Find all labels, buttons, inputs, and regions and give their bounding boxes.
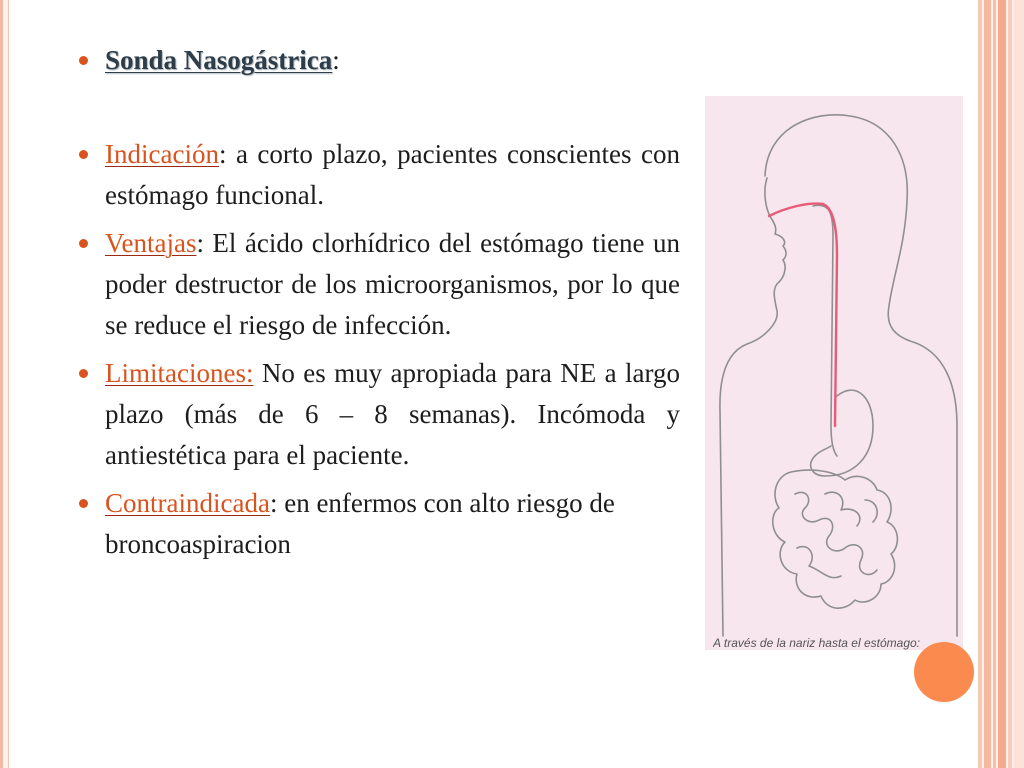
right-decor-stripe	[1008, 0, 1012, 768]
slide-title: Sonda Nasogástrica	[105, 45, 333, 75]
illustration-caption: A través de la nariz hasta el estómago:	[713, 636, 920, 650]
bullet-item-indicacion	[74, 134, 680, 216]
text-indicacion: : a corto plazo, pacientes conscientes con estómago funcional.	[105, 139, 680, 210]
right-decor-stripe	[984, 0, 991, 768]
text-contraindicada: : en enfermos con alto riesgo de broncoaspiracion	[105, 488, 615, 559]
keyword-ventajas: Ventajas	[105, 228, 197, 258]
text-ventajas: : El ácido clorhídrico del estómago tiene un poder destructor de los microorganismos, por lo que se reduce el riesgo de infección.	[105, 228, 680, 340]
bullet-dot-icon	[79, 150, 88, 159]
keyword-limitaciones: Limitaciones:	[105, 358, 254, 388]
left-frame-border	[0, 0, 3, 768]
bullet-dot-icon	[79, 239, 88, 248]
bullet-item-ventajas	[74, 223, 680, 346]
esophagus-outline	[813, 205, 837, 456]
keyword-contraindicada: Contraindicada	[105, 488, 270, 518]
keyword-indicacion: Indicación	[105, 139, 219, 169]
anatomy-drawing	[705, 96, 963, 650]
bullet-item-title	[74, 40, 680, 81]
right-decor-stripe	[1014, 0, 1024, 768]
right-decor-stripe	[978, 0, 982, 768]
right-decor-stripe	[998, 0, 1006, 768]
nasogastric-tube-illustration	[705, 96, 963, 650]
bullet-item-limitaciones	[74, 353, 680, 476]
stomach-outline	[811, 390, 873, 476]
title-suffix: :	[332, 45, 340, 75]
decor-circle	[914, 642, 974, 702]
bullet-item-contraindicada	[74, 483, 680, 565]
text-limitaciones: No es muy apropiada para NE a largo plazo (más de 6 – 8 semanas). Incómoda y antiestética para el paciente.	[105, 358, 680, 470]
right-decor-stripe	[993, 0, 996, 768]
bullet-dot-icon	[79, 56, 88, 65]
bullet-list	[74, 40, 680, 572]
intestines-outline	[773, 470, 898, 608]
body-outline	[720, 115, 957, 636]
bullet-dot-icon	[79, 369, 88, 378]
bullet-dot-icon	[79, 499, 88, 508]
intestine-loops	[795, 492, 877, 577]
feeding-tube	[769, 204, 837, 426]
